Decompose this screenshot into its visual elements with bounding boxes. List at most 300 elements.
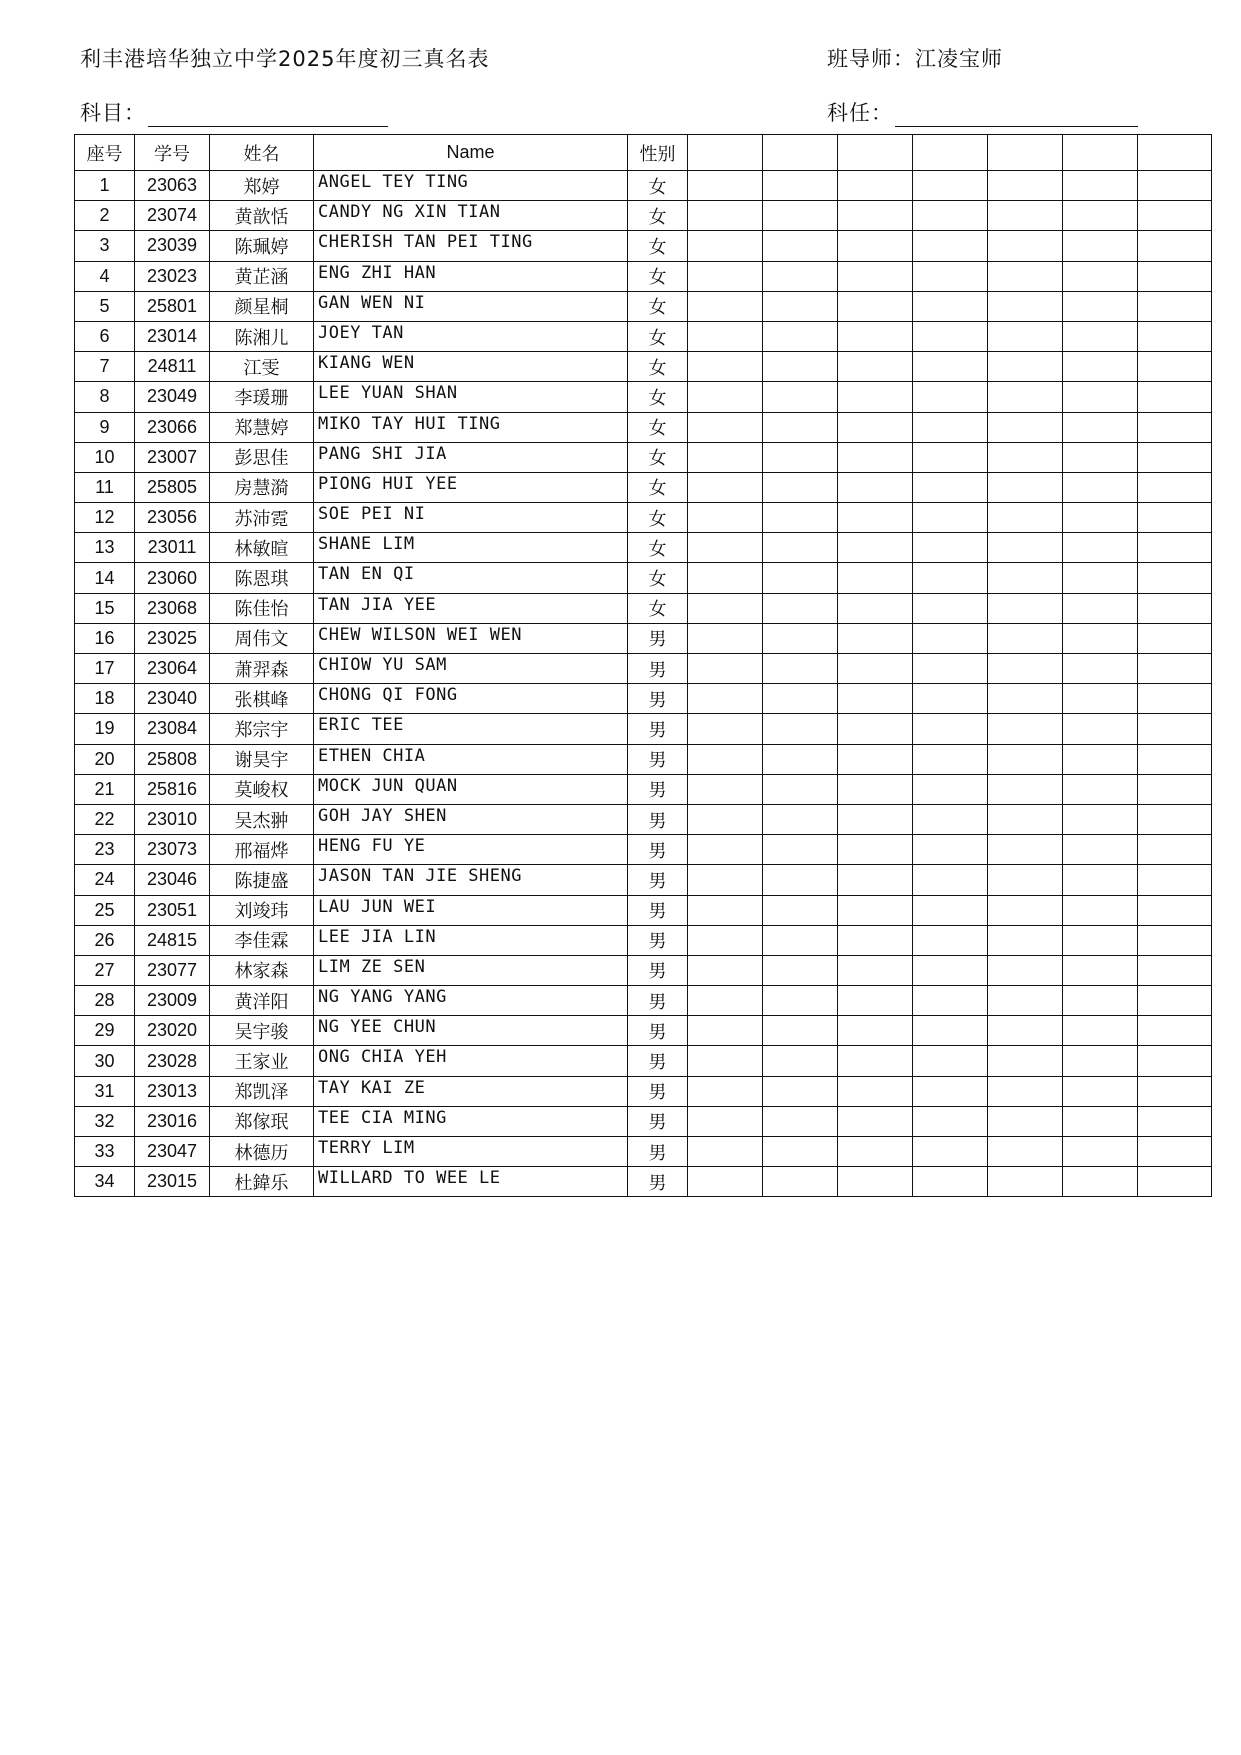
name-cell: PIONG HUI YEE bbox=[314, 472, 628, 502]
chinese-name-cell: 陈捷盛 bbox=[210, 865, 314, 895]
student-id-cell: 23016 bbox=[135, 1106, 210, 1136]
blank-cell bbox=[838, 1106, 913, 1136]
seat-cell: 34 bbox=[75, 1167, 135, 1197]
blank-cell bbox=[1063, 895, 1138, 925]
blank-cell bbox=[1138, 563, 1212, 593]
seat-cell: 31 bbox=[75, 1076, 135, 1106]
seat-cell: 24 bbox=[75, 865, 135, 895]
blank-cell bbox=[1138, 1137, 1212, 1167]
blank-cell bbox=[763, 1016, 838, 1046]
blank-cell bbox=[1063, 442, 1138, 472]
blank-cell bbox=[988, 654, 1063, 684]
blank-cell bbox=[763, 925, 838, 955]
blank-cell bbox=[1063, 774, 1138, 804]
gender-cell: 女 bbox=[628, 352, 688, 382]
blank-cell bbox=[1063, 171, 1138, 201]
table-row bbox=[75, 412, 1212, 442]
blank-cell bbox=[1138, 1016, 1212, 1046]
gender-cell: 男 bbox=[628, 623, 688, 653]
name-cell: TEE CIA MING bbox=[314, 1106, 628, 1136]
gender-cell: 男 bbox=[628, 684, 688, 714]
gender-cell: 女 bbox=[628, 472, 688, 502]
student-id-cell: 23068 bbox=[135, 593, 210, 623]
blank-cell bbox=[688, 352, 763, 382]
blank-cell bbox=[913, 895, 988, 925]
blank-cell bbox=[1138, 171, 1212, 201]
name-cell: GAN WEN NI bbox=[314, 291, 628, 321]
name-cell: SHANE LIM bbox=[314, 533, 628, 563]
blank-cell bbox=[913, 744, 988, 774]
blank-cell bbox=[988, 835, 1063, 865]
blank-cell bbox=[913, 684, 988, 714]
blank-cell bbox=[1138, 774, 1212, 804]
blank-cell bbox=[838, 1137, 913, 1167]
student-id-cell: 23051 bbox=[135, 895, 210, 925]
blank-cell bbox=[763, 201, 838, 231]
class-teacher-name: 江凌宝师 bbox=[915, 47, 1003, 71]
blank-cell bbox=[838, 503, 913, 533]
blank-cell bbox=[1063, 1106, 1138, 1136]
blank-cell bbox=[1138, 955, 1212, 985]
blank-cell bbox=[688, 503, 763, 533]
blank-cell bbox=[763, 684, 838, 714]
blank-cell bbox=[688, 714, 763, 744]
gender-cell: 男 bbox=[628, 1106, 688, 1136]
blank-cell bbox=[988, 563, 1063, 593]
student-id-cell: 23073 bbox=[135, 835, 210, 865]
table-row bbox=[75, 835, 1212, 865]
blank-cell bbox=[1138, 201, 1212, 231]
blank-cell bbox=[763, 321, 838, 351]
chinese-name-cell: 黄芷涵 bbox=[210, 261, 314, 291]
blank-cell bbox=[763, 744, 838, 774]
blank-cell bbox=[688, 472, 763, 502]
blank-cell bbox=[763, 563, 838, 593]
name-cell: GOH JAY SHEN bbox=[314, 804, 628, 834]
student-id-cell: 23025 bbox=[135, 623, 210, 653]
gender-cell: 男 bbox=[628, 1016, 688, 1046]
blank-cell bbox=[913, 442, 988, 472]
blank-cell bbox=[1063, 623, 1138, 653]
blank-cell bbox=[838, 986, 913, 1016]
chinese-name-cell: 江雯 bbox=[210, 352, 314, 382]
blank-cell bbox=[988, 804, 1063, 834]
blank-cell bbox=[913, 563, 988, 593]
blank-cell bbox=[1138, 895, 1212, 925]
table-row bbox=[75, 804, 1212, 834]
seat-cell: 2 bbox=[75, 201, 135, 231]
table-row bbox=[75, 925, 1212, 955]
blank-cell bbox=[913, 1106, 988, 1136]
chinese-name-cell: 莫峻权 bbox=[210, 774, 314, 804]
blank-cell bbox=[913, 201, 988, 231]
blank-cell bbox=[763, 895, 838, 925]
blank-cell bbox=[763, 352, 838, 382]
chinese-name-cell: 杜鍏乐 bbox=[210, 1167, 314, 1197]
blank-cell bbox=[913, 1167, 988, 1197]
blank-cell bbox=[1063, 955, 1138, 985]
blank-cell bbox=[988, 1137, 1063, 1167]
blank-cell bbox=[838, 744, 913, 774]
seat-cell: 30 bbox=[75, 1046, 135, 1076]
name-cell: CHERISH TAN PEI TING bbox=[314, 231, 628, 261]
student-id-cell: 23056 bbox=[135, 503, 210, 533]
table-row bbox=[75, 986, 1212, 1016]
name-cell: CHONG QI FONG bbox=[314, 684, 628, 714]
blank-cell bbox=[913, 412, 988, 442]
blank-cell bbox=[838, 261, 913, 291]
blank-cell bbox=[688, 865, 763, 895]
table-row bbox=[75, 684, 1212, 714]
blank-cell bbox=[988, 503, 1063, 533]
blank-cell bbox=[838, 895, 913, 925]
blank-cell bbox=[913, 925, 988, 955]
blank-cell bbox=[913, 714, 988, 744]
name-cell: ENG ZHI HAN bbox=[314, 261, 628, 291]
blank-cell bbox=[763, 986, 838, 1016]
name-cell: LEE YUAN SHAN bbox=[314, 382, 628, 412]
chinese-name-cell: 林德历 bbox=[210, 1137, 314, 1167]
seat-cell: 6 bbox=[75, 321, 135, 351]
name-cell: PANG SHI JIA bbox=[314, 442, 628, 472]
seat-cell: 29 bbox=[75, 1016, 135, 1046]
blank-cell bbox=[838, 201, 913, 231]
gender-cell: 男 bbox=[628, 1137, 688, 1167]
blank-cell bbox=[1138, 623, 1212, 653]
blank-cell bbox=[763, 714, 838, 744]
blank-cell bbox=[688, 442, 763, 472]
table-row bbox=[75, 593, 1212, 623]
blank-cell bbox=[838, 1076, 913, 1106]
blank-cell bbox=[838, 654, 913, 684]
seat-cell: 11 bbox=[75, 472, 135, 502]
table-row bbox=[75, 1106, 1212, 1136]
student-id-cell: 23023 bbox=[135, 261, 210, 291]
table-row bbox=[75, 623, 1212, 653]
blank-cell bbox=[763, 774, 838, 804]
student-id-cell: 23084 bbox=[135, 714, 210, 744]
blank-cell bbox=[988, 533, 1063, 563]
seat-cell: 20 bbox=[75, 744, 135, 774]
blank-cell bbox=[838, 835, 913, 865]
blank-cell bbox=[1063, 986, 1138, 1016]
blank-cell bbox=[688, 1076, 763, 1106]
blank-cell bbox=[1063, 1016, 1138, 1046]
blank-cell bbox=[688, 895, 763, 925]
seat-cell: 1 bbox=[75, 171, 135, 201]
blank-cell bbox=[1138, 593, 1212, 623]
blank-cell bbox=[763, 261, 838, 291]
table-row bbox=[75, 1076, 1212, 1106]
table-row bbox=[75, 321, 1212, 351]
gender-cell: 女 bbox=[628, 201, 688, 231]
gender-cell: 男 bbox=[628, 986, 688, 1016]
gender-cell: 男 bbox=[628, 774, 688, 804]
blank-cell bbox=[913, 1076, 988, 1106]
blank-cell bbox=[688, 563, 763, 593]
blank-cell bbox=[988, 1106, 1063, 1136]
student-id-cell: 23028 bbox=[135, 1046, 210, 1076]
seat-cell: 15 bbox=[75, 593, 135, 623]
student-id-cell: 23013 bbox=[135, 1076, 210, 1106]
name-cell: SOE PEI NI bbox=[314, 503, 628, 533]
blank-cell bbox=[988, 352, 1063, 382]
blank-cell bbox=[988, 382, 1063, 412]
blank-cell bbox=[1063, 472, 1138, 502]
student-id-cell: 23039 bbox=[135, 231, 210, 261]
blank-cell bbox=[838, 352, 913, 382]
blank-cell bbox=[1063, 744, 1138, 774]
gender-cell: 男 bbox=[628, 955, 688, 985]
blank-cell bbox=[913, 865, 988, 895]
name-cell: LEE JIA LIN bbox=[314, 925, 628, 955]
blank-cell bbox=[688, 684, 763, 714]
blank-cell bbox=[1138, 472, 1212, 502]
blank-cell bbox=[1063, 231, 1138, 261]
gender-cell: 女 bbox=[628, 171, 688, 201]
blank-cell bbox=[913, 986, 988, 1016]
chinese-name-cell: 陈珮婷 bbox=[210, 231, 314, 261]
blank-cell bbox=[988, 774, 1063, 804]
table-row bbox=[75, 744, 1212, 774]
gender-cell: 男 bbox=[628, 1046, 688, 1076]
blank-cell bbox=[1138, 533, 1212, 563]
blank-cell bbox=[913, 231, 988, 261]
blank-cell bbox=[763, 804, 838, 834]
chinese-name-cell: 李瑗珊 bbox=[210, 382, 314, 412]
blank-cell bbox=[763, 382, 838, 412]
blank-cell bbox=[988, 986, 1063, 1016]
blank-cell bbox=[913, 774, 988, 804]
blank-cell bbox=[913, 955, 988, 985]
blank-cell bbox=[1063, 1046, 1138, 1076]
table-row bbox=[75, 955, 1212, 985]
blank-cell bbox=[688, 623, 763, 653]
blank-cell bbox=[688, 291, 763, 321]
student-id-cell: 25805 bbox=[135, 472, 210, 502]
blank-cell bbox=[1138, 986, 1212, 1016]
chinese-name-cell: 刘竣玮 bbox=[210, 895, 314, 925]
blank-cell bbox=[1138, 1167, 1212, 1197]
chinese-name-cell: 林敏暄 bbox=[210, 533, 314, 563]
blank-cell bbox=[763, 231, 838, 261]
header-chinese-name: 姓名 bbox=[210, 135, 314, 171]
blank-cell bbox=[1138, 1046, 1212, 1076]
blank-cell bbox=[688, 171, 763, 201]
blank-cell bbox=[838, 382, 913, 412]
blank-cell bbox=[988, 412, 1063, 442]
header-blank bbox=[763, 135, 838, 171]
name-cell: JASON TAN JIE SHENG bbox=[314, 865, 628, 895]
blank-cell bbox=[838, 533, 913, 563]
blank-cell bbox=[763, 171, 838, 201]
blank-cell bbox=[988, 1046, 1063, 1076]
blank-cell bbox=[688, 1046, 763, 1076]
seat-cell: 3 bbox=[75, 231, 135, 261]
header-gender: 性别 bbox=[628, 135, 688, 171]
blank-cell bbox=[1138, 865, 1212, 895]
blank-cell bbox=[988, 171, 1063, 201]
blank-cell bbox=[988, 593, 1063, 623]
chinese-name-cell: 黄洋阳 bbox=[210, 986, 314, 1016]
blank-cell bbox=[763, 835, 838, 865]
blank-cell bbox=[838, 804, 913, 834]
student-id-cell: 23066 bbox=[135, 412, 210, 442]
blank-cell bbox=[1138, 714, 1212, 744]
student-id-cell: 23049 bbox=[135, 382, 210, 412]
header-seat: 座号 bbox=[75, 135, 135, 171]
header-name: Name bbox=[314, 135, 628, 171]
seat-cell: 22 bbox=[75, 804, 135, 834]
blank-cell bbox=[913, 1016, 988, 1046]
chinese-name-cell: 彭思佳 bbox=[210, 442, 314, 472]
blank-cell bbox=[913, 1137, 988, 1167]
seat-cell: 4 bbox=[75, 261, 135, 291]
name-cell: TAN EN QI bbox=[314, 563, 628, 593]
blank-cell bbox=[763, 503, 838, 533]
gender-cell: 女 bbox=[628, 533, 688, 563]
chinese-name-cell: 郑傢珉 bbox=[210, 1106, 314, 1136]
blank-cell bbox=[1138, 684, 1212, 714]
seat-cell: 7 bbox=[75, 352, 135, 382]
name-cell: LAU JUN WEI bbox=[314, 895, 628, 925]
chinese-name-cell: 陈恩琪 bbox=[210, 563, 314, 593]
table-row bbox=[75, 895, 1212, 925]
blank-cell bbox=[988, 201, 1063, 231]
chinese-name-cell: 林家森 bbox=[210, 955, 314, 985]
blank-cell bbox=[988, 291, 1063, 321]
seat-cell: 21 bbox=[75, 774, 135, 804]
blank-cell bbox=[1063, 654, 1138, 684]
table-row bbox=[75, 231, 1212, 261]
blank-cell bbox=[688, 774, 763, 804]
table-row bbox=[75, 382, 1212, 412]
blank-cell bbox=[763, 1167, 838, 1197]
chinese-name-cell: 谢昊宇 bbox=[210, 744, 314, 774]
chinese-name-cell: 邢福烨 bbox=[210, 835, 314, 865]
chinese-name-cell: 李佳霖 bbox=[210, 925, 314, 955]
gender-cell: 女 bbox=[628, 503, 688, 533]
seat-cell: 28 bbox=[75, 986, 135, 1016]
blank-cell bbox=[988, 1167, 1063, 1197]
student-id-cell: 23046 bbox=[135, 865, 210, 895]
blank-cell bbox=[688, 201, 763, 231]
blank-cell bbox=[913, 352, 988, 382]
name-cell: NG YEE CHUN bbox=[314, 1016, 628, 1046]
blank-cell bbox=[988, 442, 1063, 472]
blank-cell bbox=[988, 231, 1063, 261]
chinese-name-cell: 颜星桐 bbox=[210, 291, 314, 321]
header-blank bbox=[1138, 135, 1212, 171]
blank-cell bbox=[1138, 925, 1212, 955]
chinese-name-cell: 陈佳怡 bbox=[210, 593, 314, 623]
blank-cell bbox=[688, 1016, 763, 1046]
table-row bbox=[75, 442, 1212, 472]
table-row bbox=[75, 1137, 1212, 1167]
blank-cell bbox=[763, 593, 838, 623]
gender-cell: 男 bbox=[628, 865, 688, 895]
blank-cell bbox=[763, 865, 838, 895]
header-blank bbox=[838, 135, 913, 171]
gender-cell: 女 bbox=[628, 261, 688, 291]
blank-cell bbox=[913, 472, 988, 502]
blank-cell bbox=[763, 654, 838, 684]
blank-cell bbox=[838, 865, 913, 895]
blank-cell bbox=[913, 533, 988, 563]
name-cell: WILLARD TO WEE LE bbox=[314, 1167, 628, 1197]
subject-teacher-field bbox=[827, 97, 1138, 127]
blank-cell bbox=[688, 1106, 763, 1136]
blank-cell bbox=[1063, 412, 1138, 442]
seat-cell: 12 bbox=[75, 503, 135, 533]
blank-cell bbox=[688, 986, 763, 1016]
blank-cell bbox=[1063, 1076, 1138, 1106]
blank-cell bbox=[688, 412, 763, 442]
blank-cell bbox=[838, 321, 913, 351]
table-row bbox=[75, 654, 1212, 684]
student-id-cell: 24811 bbox=[135, 352, 210, 382]
gender-cell: 男 bbox=[628, 1076, 688, 1106]
chinese-name-cell: 苏沛霓 bbox=[210, 503, 314, 533]
student-id-cell: 23020 bbox=[135, 1016, 210, 1046]
blank-cell bbox=[988, 925, 1063, 955]
blank-cell bbox=[988, 1076, 1063, 1106]
chinese-name-cell: 郑宗宇 bbox=[210, 714, 314, 744]
gender-cell: 女 bbox=[628, 231, 688, 261]
blank-cell bbox=[838, 593, 913, 623]
document-title: 利丰港培华独立中学2025年度初三真名表 bbox=[80, 47, 490, 71]
name-cell: CANDY NG XIN TIAN bbox=[314, 201, 628, 231]
blank-cell bbox=[838, 442, 913, 472]
blank-cell bbox=[913, 1046, 988, 1076]
gender-cell: 男 bbox=[628, 835, 688, 865]
blank-cell bbox=[988, 865, 1063, 895]
blank-cell bbox=[913, 804, 988, 834]
blank-cell bbox=[838, 291, 913, 321]
table-row bbox=[75, 201, 1212, 231]
chinese-name-cell: 房慧漪 bbox=[210, 472, 314, 502]
seat-cell: 8 bbox=[75, 382, 135, 412]
gender-cell: 男 bbox=[628, 744, 688, 774]
seat-cell: 27 bbox=[75, 955, 135, 985]
table-row bbox=[75, 533, 1212, 563]
seat-cell: 19 bbox=[75, 714, 135, 744]
blank-cell bbox=[763, 1046, 838, 1076]
blank-cell bbox=[1138, 261, 1212, 291]
seat-cell: 13 bbox=[75, 533, 135, 563]
blank-cell bbox=[838, 684, 913, 714]
table-row bbox=[75, 774, 1212, 804]
name-cell: ETHEN CHIA bbox=[314, 744, 628, 774]
gender-cell: 男 bbox=[628, 895, 688, 925]
blank-cell bbox=[1063, 563, 1138, 593]
chinese-name-cell: 萧羿森 bbox=[210, 654, 314, 684]
table-row bbox=[75, 171, 1212, 201]
blank-cell bbox=[1063, 804, 1138, 834]
blank-cell bbox=[688, 1137, 763, 1167]
chinese-name-cell: 黄歆恬 bbox=[210, 201, 314, 231]
header-blank bbox=[913, 135, 988, 171]
blank-cell bbox=[688, 925, 763, 955]
student-id-cell: 23047 bbox=[135, 1137, 210, 1167]
subject-blank-line bbox=[148, 106, 388, 127]
blank-cell bbox=[1063, 382, 1138, 412]
blank-cell bbox=[1138, 804, 1212, 834]
class-teacher bbox=[827, 43, 1003, 73]
blank-cell bbox=[763, 442, 838, 472]
student-id-cell: 23007 bbox=[135, 442, 210, 472]
gender-cell: 男 bbox=[628, 714, 688, 744]
